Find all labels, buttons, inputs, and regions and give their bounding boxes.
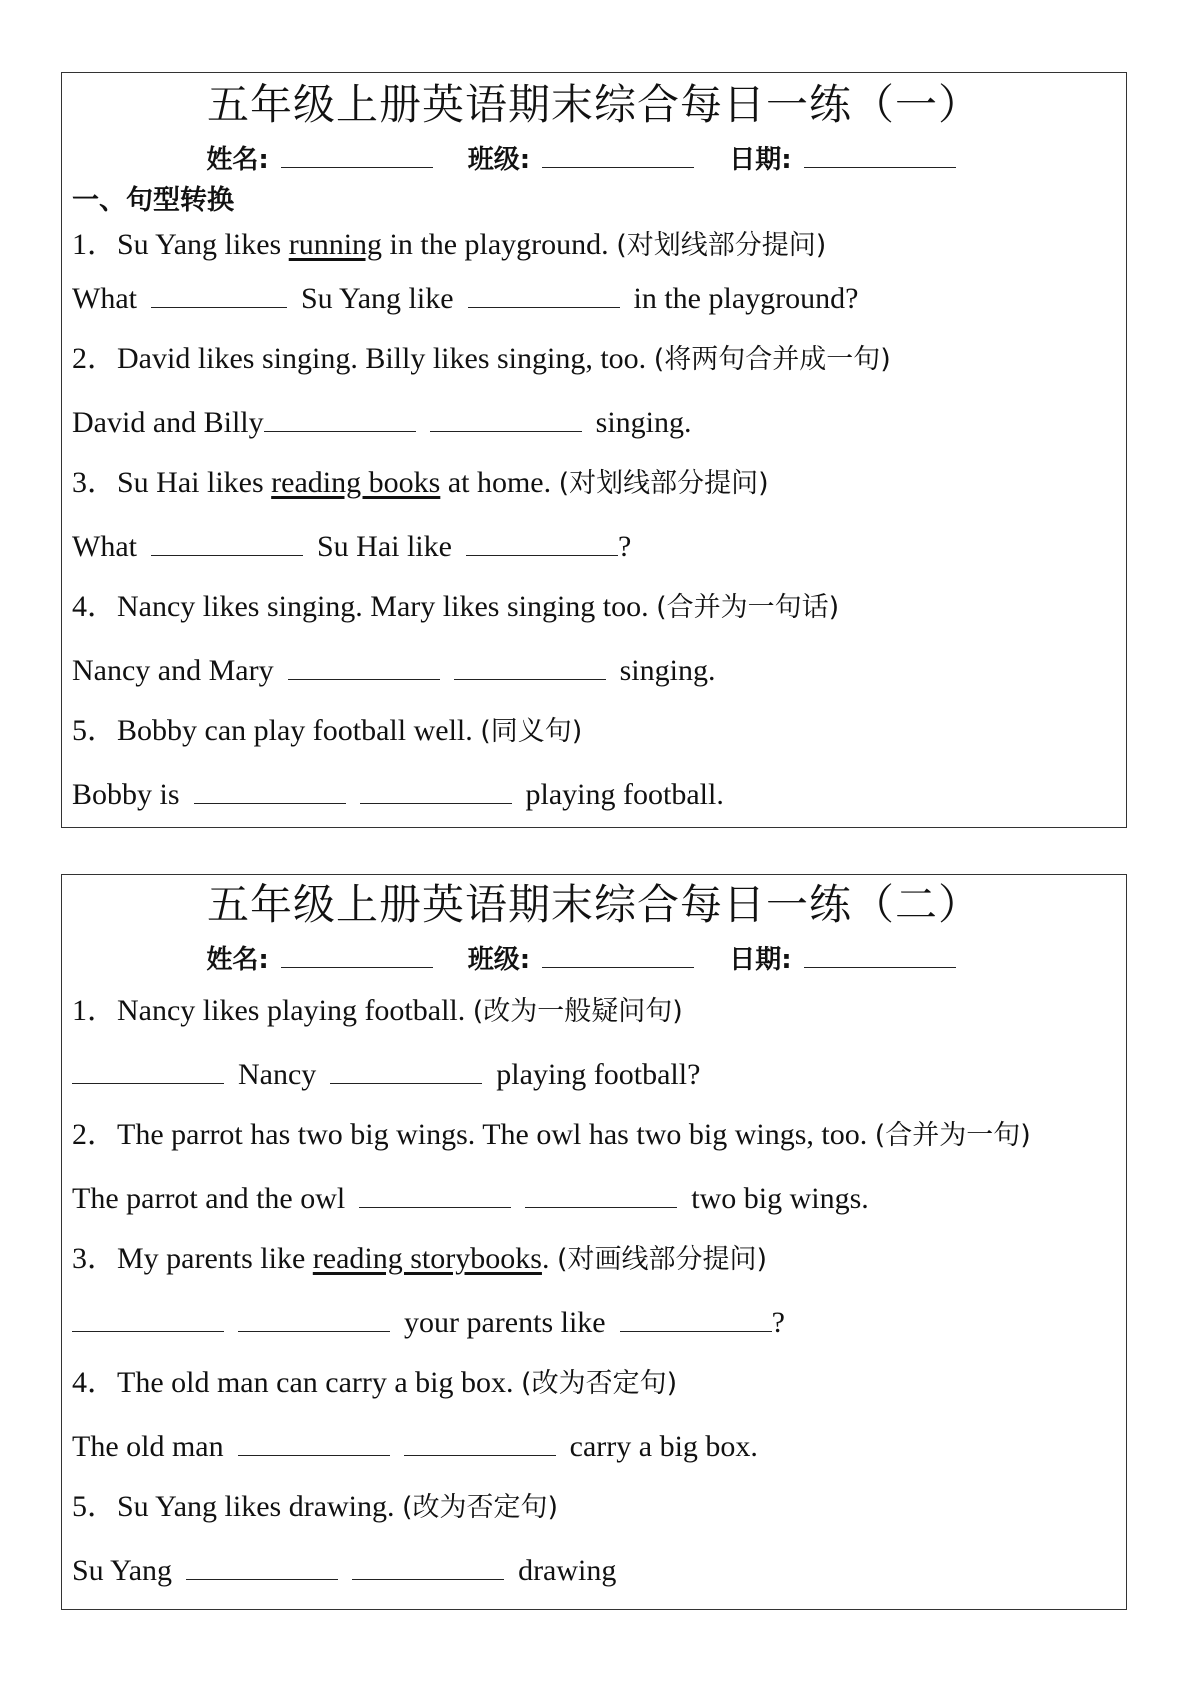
question-hint: (合并为一句)	[874, 1120, 1031, 1151]
answer-text: ?	[771, 1306, 785, 1339]
answer-blank[interactable]	[238, 1303, 390, 1332]
question-2	[72, 1117, 1031, 1154]
answer-text: What	[72, 530, 137, 563]
answer-1	[72, 1055, 700, 1093]
question-number: 3．	[72, 466, 117, 499]
date-blank[interactable]	[804, 139, 956, 168]
answer-text: singing.	[595, 406, 692, 439]
question-number: 5．	[72, 1490, 117, 1523]
answer-text: Su Yang like	[300, 282, 454, 315]
question-hint: (改为一般疑问句)	[472, 996, 683, 1027]
class-blank[interactable]	[542, 939, 694, 968]
answer-text: David and Billy	[72, 406, 264, 439]
question-text: Su Yang likes drawing.	[117, 1490, 403, 1523]
answer-text: The old man	[72, 1430, 224, 1463]
date-blank[interactable]	[804, 939, 956, 968]
answer-blank[interactable]	[72, 1055, 224, 1084]
question-5	[72, 1489, 558, 1526]
question-text: in the playground.	[382, 228, 617, 261]
answer-text: Nancy	[238, 1058, 317, 1091]
answer-blank[interactable]	[359, 1179, 511, 1208]
answer-text: What	[72, 282, 137, 315]
answer-2	[72, 1179, 869, 1217]
answer-blank[interactable]	[151, 527, 303, 556]
answer-2	[72, 403, 692, 441]
answer-blank[interactable]	[404, 1427, 556, 1456]
worksheet-title: 五年级上册英语期末综合每日一练（一）	[206, 80, 981, 129]
question-number: 5．	[72, 714, 117, 747]
question-number: 1．	[72, 994, 117, 1027]
student-info-row	[62, 939, 1126, 977]
answer-text: The parrot and the owl	[72, 1182, 346, 1215]
answer-text: playing football?	[496, 1058, 701, 1091]
answer-blank[interactable]	[430, 403, 582, 432]
question-number: 3．	[72, 1242, 117, 1275]
answer-blank[interactable]	[186, 1551, 338, 1580]
question-hint: (同义句)	[480, 716, 583, 747]
question-text: at home.	[440, 466, 559, 499]
question-hint: (对划线部分提问)	[558, 468, 769, 499]
class-label: 班级:	[467, 145, 531, 175]
question-4	[72, 1365, 677, 1402]
question-text: Bobby can play football well.	[117, 714, 481, 747]
question-text: Nancy likes playing football.	[117, 994, 473, 1027]
worksheet-2	[61, 874, 1127, 1610]
question-text: The old man can carry a big box.	[117, 1366, 522, 1399]
question-number: 2．	[72, 1118, 117, 1151]
question-text: The parrot has two big wings. The owl has two big wings, too.	[117, 1118, 875, 1151]
answer-blank[interactable]	[620, 1303, 772, 1332]
date-label: 日期:	[729, 945, 792, 975]
answer-text: drawing	[518, 1554, 617, 1587]
question-hint: (对划线部分提问)	[616, 230, 827, 261]
answer-3	[72, 1303, 785, 1341]
underlined-text: reading storybooks	[312, 1242, 542, 1275]
answer-text: carry a big box.	[569, 1430, 758, 1463]
question-1	[72, 227, 826, 264]
answer-blank[interactable]	[288, 651, 440, 680]
answer-blank[interactable]	[72, 1303, 224, 1332]
answer-3	[72, 527, 631, 565]
question-text: David likes singing. Billy likes singing, too.	[117, 342, 654, 375]
question-3	[72, 465, 769, 502]
answer-blank[interactable]	[330, 1055, 482, 1084]
question-2	[72, 341, 891, 378]
answer-text: two big wings.	[691, 1182, 869, 1215]
answer-blank[interactable]	[466, 527, 618, 556]
class-label: 班级:	[467, 945, 531, 975]
answer-blank[interactable]	[264, 403, 416, 432]
question-text: .	[541, 1242, 557, 1275]
question-text: Su Hai likes	[117, 466, 272, 499]
question-number: 4．	[72, 1366, 117, 1399]
answer-5	[72, 775, 724, 813]
underlined-text: running	[288, 228, 383, 261]
student-info-row	[62, 139, 1126, 177]
answer-text: Su Yang	[72, 1554, 173, 1587]
name-blank[interactable]	[281, 139, 433, 168]
answer-text: in the playground?	[633, 282, 859, 315]
worksheet-1	[61, 72, 1127, 828]
answer-blank[interactable]	[454, 651, 606, 680]
underlined-text: reading books	[271, 466, 441, 499]
question-number: 2．	[72, 342, 117, 375]
answer-blank[interactable]	[238, 1427, 390, 1456]
answer-blank[interactable]	[525, 1179, 677, 1208]
question-hint: (对画线部分提问)	[556, 1244, 768, 1275]
answer-4	[72, 1427, 758, 1465]
answer-text: Su Hai like	[316, 530, 452, 563]
date-label: 日期:	[729, 145, 792, 175]
section-heading: 一、句型转换	[72, 185, 234, 216]
question-number: 4．	[72, 590, 117, 623]
question-text: My parents like	[117, 1242, 313, 1275]
answer-text: singing.	[619, 654, 716, 687]
question-text: Nancy likes singing. Mary likes singing too.	[117, 590, 657, 623]
answer-text: Bobby is	[72, 778, 180, 811]
worksheet-title: 五年级上册英语期末综合每日一练（二）	[206, 880, 981, 929]
answer-text: playing football.	[525, 778, 724, 811]
name-blank[interactable]	[281, 939, 433, 968]
answer-blank[interactable]	[352, 1551, 504, 1580]
class-blank[interactable]	[542, 139, 694, 168]
question-hint: (将两句合并成一句)	[653, 344, 891, 375]
answer-text: ?	[617, 530, 632, 563]
question-5	[72, 713, 582, 750]
answer-5	[72, 1551, 616, 1589]
question-hint: (改为否定句)	[521, 1368, 678, 1399]
answer-1	[72, 279, 858, 317]
question-hint: (合并为一句话)	[656, 592, 840, 623]
answer-4	[72, 651, 715, 689]
answer-blank[interactable]	[194, 775, 346, 804]
question-text: Su Yang likes	[117, 228, 289, 261]
name-label: 姓名:	[206, 145, 269, 175]
answer-text: Nancy and Mary	[72, 654, 274, 687]
answer-blank[interactable]	[468, 279, 620, 308]
question-1	[72, 993, 683, 1030]
question-4	[72, 589, 839, 626]
question-3	[72, 1241, 767, 1278]
answer-text: your parents like	[404, 1306, 606, 1339]
question-number: 1．	[72, 228, 117, 261]
question-hint: (改为否定句)	[402, 1492, 559, 1523]
answer-blank[interactable]	[360, 775, 512, 804]
name-label: 姓名:	[206, 945, 269, 975]
answer-blank[interactable]	[151, 279, 287, 308]
